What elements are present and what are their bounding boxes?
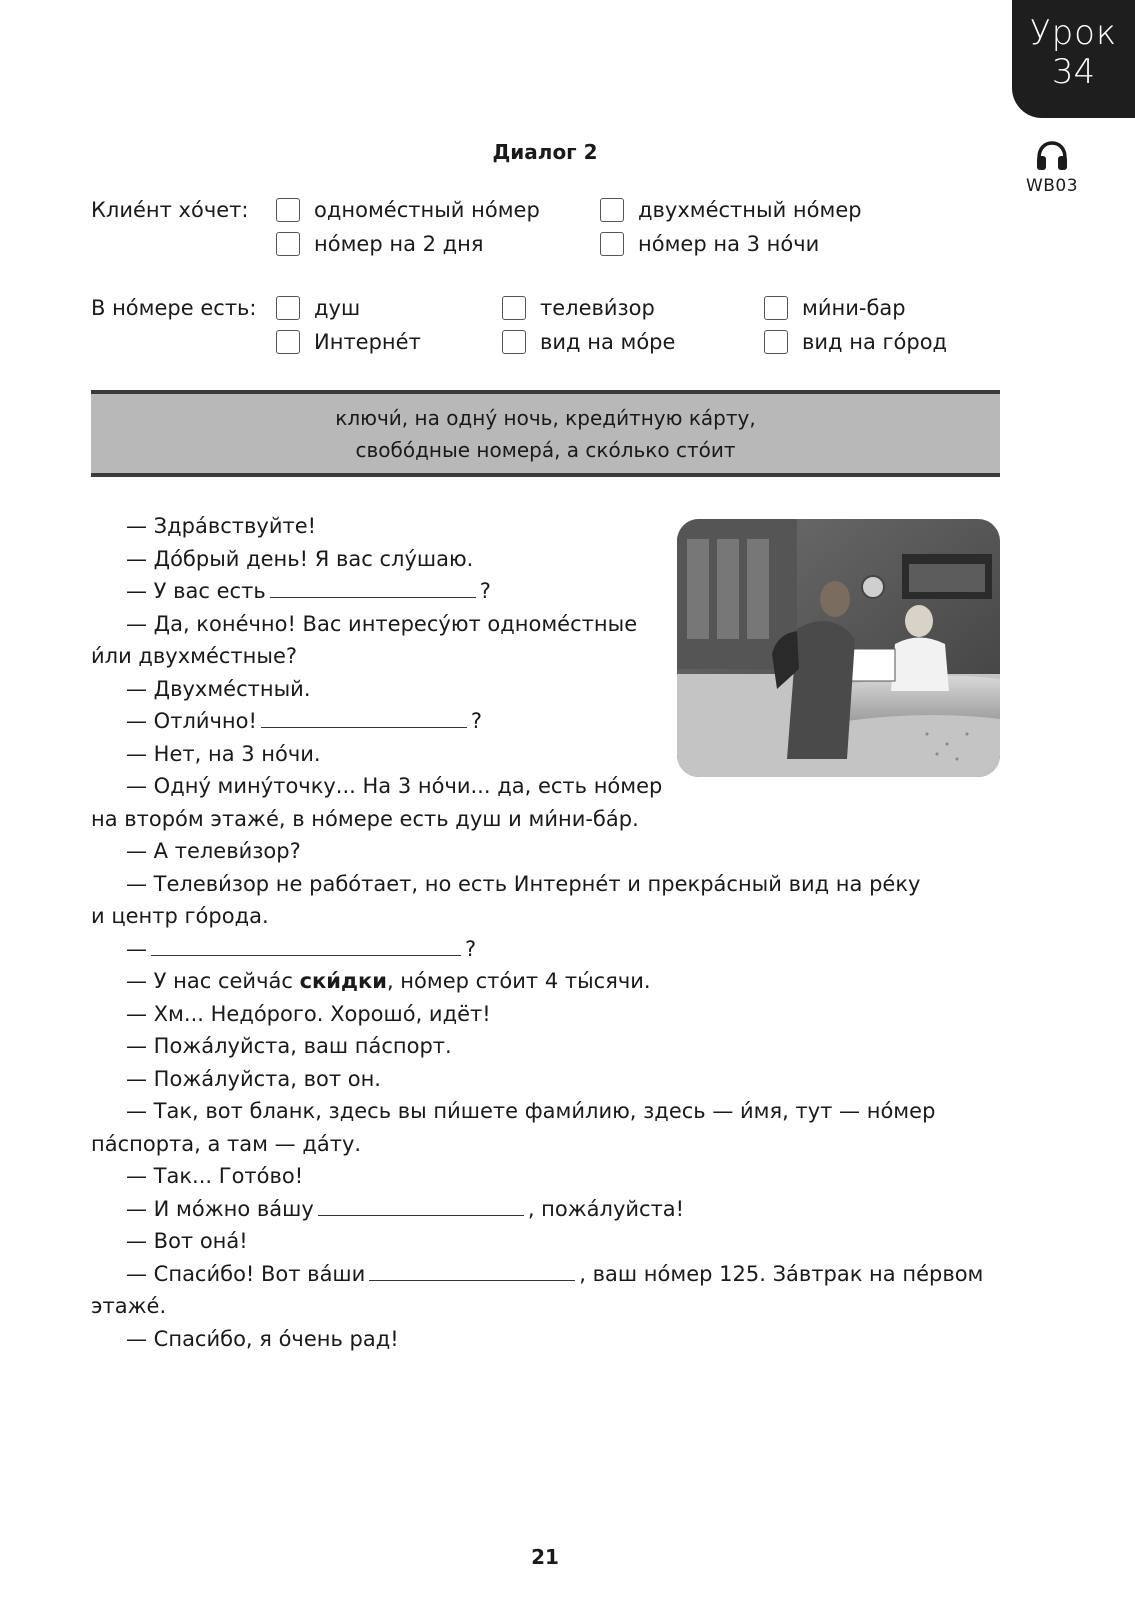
room-has-label: В но́мере есть: xyxy=(91,296,257,320)
dialogue-line xyxy=(91,933,1001,966)
dialogue-line: — До́брый день! Я вас слу́шаю. xyxy=(126,546,474,571)
dialogue-line: и́ли двухме́стные? xyxy=(91,644,298,668)
checkbox[interactable] xyxy=(276,330,300,354)
dialogue-line: — Хм... Недо́рого. Хорошо́, идёт! xyxy=(126,1001,491,1026)
option-double-room[interactable] xyxy=(600,198,862,222)
option-label: одноме́стный но́мер xyxy=(314,198,540,222)
dialogue-line xyxy=(91,1258,1001,1291)
page-number: 21 xyxy=(531,1545,559,1569)
option-sea-view[interactable] xyxy=(502,330,675,354)
dialogue-line: — Да, коне́чно! Вас интересу́ют одноме́стные xyxy=(126,611,638,636)
dialogue-line: — А телеви́зор? xyxy=(126,839,301,863)
option-tv[interactable] xyxy=(502,296,655,320)
option-label: но́мер на 2 дня xyxy=(314,232,484,256)
lesson-label: Урок xyxy=(1029,13,1118,53)
dialogue-text: — У вас есть xyxy=(126,579,266,603)
checkbox[interactable] xyxy=(276,198,300,222)
dialogue-text: ? xyxy=(470,709,483,733)
dialogue-line: — Вот она́! xyxy=(126,1229,248,1253)
dialogue-line xyxy=(91,705,1001,738)
client-wants-label: Клие́нт хо́чет: xyxy=(91,198,249,222)
dialogue-line xyxy=(91,575,1001,608)
page-title: Диалог 2 xyxy=(492,140,598,164)
dialogue-line: — Здра́вствуйте! xyxy=(126,514,317,538)
checkbox[interactable] xyxy=(502,330,526,354)
checkbox[interactable] xyxy=(276,232,300,256)
dialogue-line: — Двухме́стный. xyxy=(126,676,311,701)
checkbox[interactable] xyxy=(276,296,300,320)
option-label: ми́ни-бар xyxy=(802,296,906,320)
answer-blank[interactable] xyxy=(318,1195,524,1216)
dialogue-text: — xyxy=(126,936,147,961)
option-label: но́мер на 3 но́чи xyxy=(638,232,820,256)
option-two-days[interactable] xyxy=(276,232,484,256)
dialogue-line: — Так, вот бланк, здесь вы пи́шете фами́лию, здесь — и́мя, тут — но́мер xyxy=(126,1099,936,1123)
dialogue-line: — Одну́ мину́точку... На 3 но́чи... да, есть но́мер xyxy=(126,774,663,798)
dialogue-text: , пожа́луйста! xyxy=(527,1196,685,1221)
option-shower[interactable] xyxy=(276,296,360,320)
dialogue-line: — Так... Гото́во! xyxy=(126,1164,304,1188)
answer-blank[interactable] xyxy=(261,707,467,728)
answer-blank[interactable] xyxy=(369,1260,575,1281)
checkbox[interactable] xyxy=(764,296,788,320)
option-label: вид на го́род xyxy=(802,330,948,354)
dialogue-line xyxy=(91,965,1001,998)
option-label: Интерне́т xyxy=(314,330,421,354)
dialogue-line xyxy=(91,1193,1001,1226)
lesson-number: 34 xyxy=(1051,52,1096,92)
dialogue-line: — Пожа́луйста, вот он. xyxy=(126,1066,381,1091)
option-label: двухме́стный но́мер xyxy=(638,198,862,222)
word-bank xyxy=(91,390,1000,477)
word-bank-line: свобо́дные номера́, а ско́лько сто́ит xyxy=(355,438,736,462)
dialogue-text: , но́мер сто́ит 4 ты́сячи. xyxy=(386,969,651,993)
dialogue-line: — Нет, на 3 но́чи. xyxy=(126,741,321,766)
option-label: вид на мо́ре xyxy=(540,330,676,354)
dialogue-text: — Отли́чно! xyxy=(126,709,257,733)
dialogue-text: ? xyxy=(479,579,491,603)
dialogue-line: этаже́. xyxy=(91,1294,167,1318)
dialogue-line: — Спаси́бо, я о́чень рад! xyxy=(126,1326,399,1351)
dialogue-line: — Телеви́зор не рабо́тает, но есть Интерне́т и прекра́сный вид на ре́ку xyxy=(126,871,921,896)
option-label: телеви́зор xyxy=(540,296,655,320)
option-single-room[interactable] xyxy=(276,198,540,222)
checkbox[interactable] xyxy=(764,330,788,354)
option-label: душ xyxy=(314,296,361,320)
dialogue-text: , ваш но́мер 125. За́втрак на пе́рвом xyxy=(579,1261,984,1286)
dialogue-text: — Спаси́бо! Вот ва́ши xyxy=(126,1261,366,1286)
option-three-nights[interactable] xyxy=(600,232,819,256)
checkbox[interactable] xyxy=(600,198,624,222)
dialogue-line: на второ́м этаже́, в но́мере есть душ и ми́ни-ба́р. xyxy=(91,806,639,831)
checkbox[interactable] xyxy=(502,296,526,320)
dialogue xyxy=(91,510,1001,1355)
bold-word: ски́дки xyxy=(299,969,387,993)
option-city-view[interactable] xyxy=(764,330,947,354)
dialogue-line: — Пожа́луйста, ваш па́спорт. xyxy=(126,1034,452,1058)
checkbox[interactable] xyxy=(600,232,624,256)
dialogue-line: па́спорта, а там — да́ту. xyxy=(91,1131,362,1156)
dialogue-text: — У нас сейча́с xyxy=(126,969,293,993)
dialogue-line: и центр го́рода. xyxy=(91,904,269,928)
answer-blank[interactable] xyxy=(151,935,461,956)
lesson-tab xyxy=(1012,0,1135,118)
word-bank-line: ключи́, на одну́ ночь, креди́тную ка́рту, xyxy=(335,406,756,430)
answer-blank[interactable] xyxy=(270,577,476,598)
dialogue-text: — И мо́жно ва́шу xyxy=(126,1196,314,1221)
dialogue-text: ? xyxy=(465,936,477,961)
audio-code: WB03 xyxy=(1025,176,1079,196)
option-minibar[interactable] xyxy=(764,296,906,320)
option-internet[interactable] xyxy=(276,330,421,354)
